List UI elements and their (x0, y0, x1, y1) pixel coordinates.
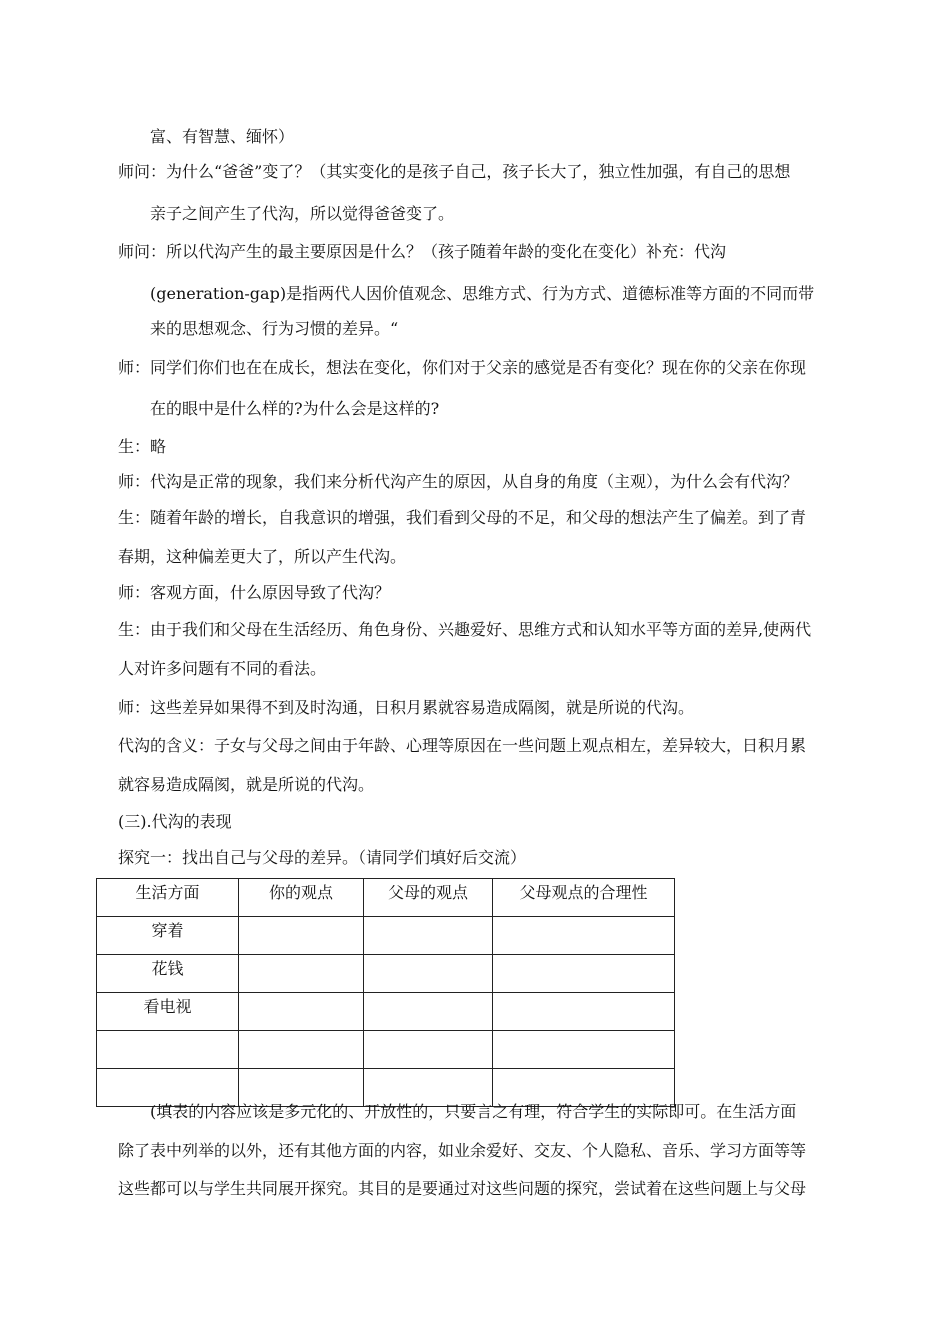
text-line: 亲子之间产生了代沟，所以觉得爸爸变了。 (150, 204, 455, 223)
table-cell (493, 955, 675, 993)
text-line: 代沟的含义：子女与父母之间由于年龄、心理等原因在一些问题上观点相左，差异较大，日积月累 (118, 736, 807, 755)
text-line: 人对许多问题有不同的看法。 (118, 659, 327, 678)
row-label: 看电视 (97, 993, 239, 1031)
table-row (97, 955, 675, 993)
table-row (97, 993, 675, 1031)
table-cell (364, 955, 493, 993)
table-cell (493, 917, 675, 955)
column-header: 父母的观点 (364, 879, 493, 917)
column-header: 生活方面 (97, 879, 239, 917)
text-line: 探究一：找出自己与父母的差异。（请同学们填好后交流） (118, 848, 527, 867)
text-line: 师：客观方面，什么原因导致了代沟？ (118, 583, 391, 602)
table-row (97, 917, 675, 955)
text-line: 生：由于我们和父母在生活经历、角色身份、兴趣爱好、思维方式和认知水平等方面的差异,使两代 (118, 620, 812, 639)
text-line: 除了表中列举的以外，还有其他方面的内容，如业余爱好、交友、个人隐私、音乐、学习方面等等 (118, 1141, 807, 1160)
table-cell (364, 993, 493, 1031)
text-line: (generation-gap)是指两代人因价值观念、思维方式、行为方式、道德标准等方面的不同而带 (150, 284, 815, 303)
text-line: 就容易造成隔阂，就是所说的代沟。 (118, 775, 375, 794)
text-line: 生：随着年龄的增长，自我意识的增强，我们看到父母的不足，和父母的想法产生了偏差。到了青 (118, 508, 807, 527)
table-row (97, 1031, 675, 1069)
table-cell (239, 917, 364, 955)
table-cell (239, 993, 364, 1031)
text-line: (填表的内容应该是多元化的、开放性的，只要言之有理，符合学生的实际即可。在生活方面 (150, 1102, 797, 1121)
table-cell (364, 1031, 493, 1069)
text-line: 师：同学们你们也在在成长，想法在变化，你们对于父亲的感觉是否有变化？现在你的父亲在你现 (118, 358, 807, 377)
table-cell (493, 1031, 675, 1069)
table-cell (97, 1031, 239, 1069)
text-line: 春期，这种偏差更大了，所以产生代沟。 (118, 547, 407, 566)
table-cell (493, 993, 675, 1031)
comparison-table (96, 878, 675, 1107)
table-cell (239, 955, 364, 993)
text-line: 师：代沟是正常的现象，我们来分析代沟产生的原因，从自身的角度（主观），为什么会有代沟？ (118, 472, 799, 491)
text-line: 师：这些差异如果得不到及时沟通，日积月累就容易造成隔阂，就是所说的代沟。 (118, 698, 695, 717)
table-header-row (97, 879, 675, 917)
column-header: 你的观点 (239, 879, 364, 917)
row-label: 花钱 (97, 955, 239, 993)
column-header: 父母观点的合理性 (493, 879, 675, 917)
row-label: 穿着 (97, 917, 239, 955)
text-line: 富、有智慧、缅怀） (150, 127, 295, 146)
text-line: 这些都可以与学生共同展开探究。其目的是要通过对这些问题的探究，尝试着在这些问题上与父母 (118, 1179, 807, 1198)
text-line: 来的思想观念、行为习惯的差异。“ (150, 319, 399, 338)
text-line: 生：略 (118, 437, 167, 456)
table-cell (239, 1031, 364, 1069)
table-cell (364, 917, 493, 955)
text-line: 师问：所以代沟产生的最主要原因是什么？（孩子随着年龄的变化在变化）补充：代沟 (118, 242, 727, 261)
text-line: 师问：为什么“爸爸”变了？（其实变化的是孩子自己，孩子长大了，独立性加强，有自己的思想 (118, 162, 791, 181)
text-line: 在的眼中是什么样的?为什么会是这样的? (150, 399, 440, 418)
section-heading: (三).代沟的表现 (118, 812, 232, 831)
